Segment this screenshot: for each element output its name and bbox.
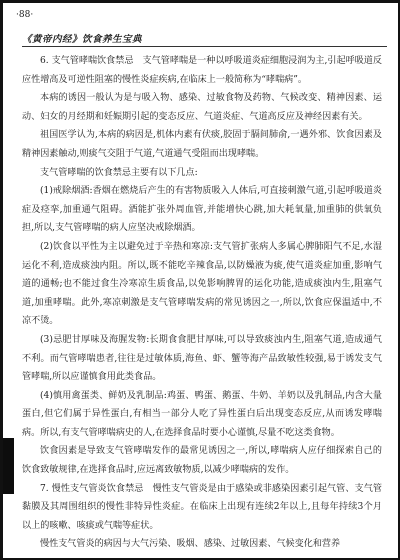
paragraph-asthma-causes: 本病的诱因一般认为是与吸入物、感染、过敏食物及药物、气候改变、精神因素、运动、妇女的月经期和妊娠期引起的变态反应、气道炎症、气道高反应及神经因素有关。: [22, 93, 382, 122]
paragraph-taboo-3: (3)忌肥甘厚味及海腥发物:长期食食肥甘厚味,可以导致痰浊内生,阻塞气道,造成通气不利。而气管哮喘患者,往往是过敏体质,海鱼、虾、蟹等海产品致敏性较强,易于诱发支气管哮喘,所以应谨慎食用此类食品。: [22, 334, 382, 383]
scan-edge-top: [0, 0, 400, 3]
scan-thumb-mark: [3, 438, 14, 494]
paragraph-bronchitis-intro: 7. 慢性支气管炎饮食禁忌 慢性支气管炎是由于感染或非感染因素引起气管、支气管黏膜及其周围组织的慢性非特异性炎症。在临床上出现有连续2年以上,且每年持续3个月以上的咳嗽、咳痰或气喘等症状。: [22, 483, 382, 531]
header-rule: [22, 46, 387, 47]
paragraph-taboo-2: (2)饮食以平性为主以避免过于辛热和寒凉:支气管扩张病人多属心脾肺阳气不足,水湿运化不利,造成痰浊内阻。所以,既不能吃辛辣食品,以防燥液为痰,使气道炎症加重,影响气道的通畅;也不能过食生冷寒凉生质食品,以免影响脾胃的运化功能,造成痰浊内生,阻塞气道,加重哮喘。此外,寒凉刺激是支气管哮喘发病的常见诱因之一,所以,饮食应保温适中,不凉不烫。: [22, 241, 382, 327]
paragraph-taboo-1: (1)戒除烟酒:香烟在燃烧后产生的有害物质吸入人体后,可直接刺激气道,引起呼吸道炎症及痉挛,加重通气阻碍。酒能扩张外周血管,并能增快心跳,加大耗氧量,加重肺的供氧负担,所以,支气管哮喘的病人应坚决戒除烟酒。: [22, 186, 382, 234]
paragraph-taboo-4: (4)慎用禽蛋类、鲜奶及乳制品:鸡蛋、鸭蛋、鹅蛋、牛奶、羊奶以及乳制品,内含大量蛋白,但它们属于异性蛋白,有相当一部分人吃了异性蛋白后出现变态反应,从而诱发哮喘病。所以,有支气管哮喘病史的人,在选择食品时要小心谨慎,尽量不吃这类食物。: [22, 390, 382, 438]
paragraph-asthma-intro: 6. 支气管哮喘饮食禁忌 支气管哮喘是一种以呼吸道炎症细胞浸润为主,引起呼吸道反应性增高及可逆性阻塞的慢性炎症疾病,在临床上一般简称为“哮喘病”。: [22, 56, 382, 85]
body-text: [22, 52, 382, 554]
page-number: ·88·: [16, 10, 34, 20]
paragraph-diet-taboos-heading: 支气管哮喘的饮食禁忌主要有以下几点:: [40, 167, 198, 178]
paragraph-bronchitis-causes: 慢性支气管炎的病因与大气污染、吸烟、感染、过敏因素、气候变化和营养: [40, 539, 341, 550]
running-header: 《黄帝内经》饮食养生宝典: [22, 34, 143, 45]
paragraph-asthma-summary: 饮食因素是导致支气管哮喘发作的最常见诱因之一,所以,哮喘病人应仔细探索自己的饮食致敏规律,在选择食品时,应远离致敏物质,以减少哮喘病的发作。: [22, 446, 382, 476]
paragraph-tcm-view: 祖国医学认为,本病的病因是,机体内素有伏痰,胶固于膈间肺俞,一遇外邪、饮食因素及精神因素触动,则痰气交阻于气道,气道通气受阻而出现哮喘。: [22, 130, 382, 159]
